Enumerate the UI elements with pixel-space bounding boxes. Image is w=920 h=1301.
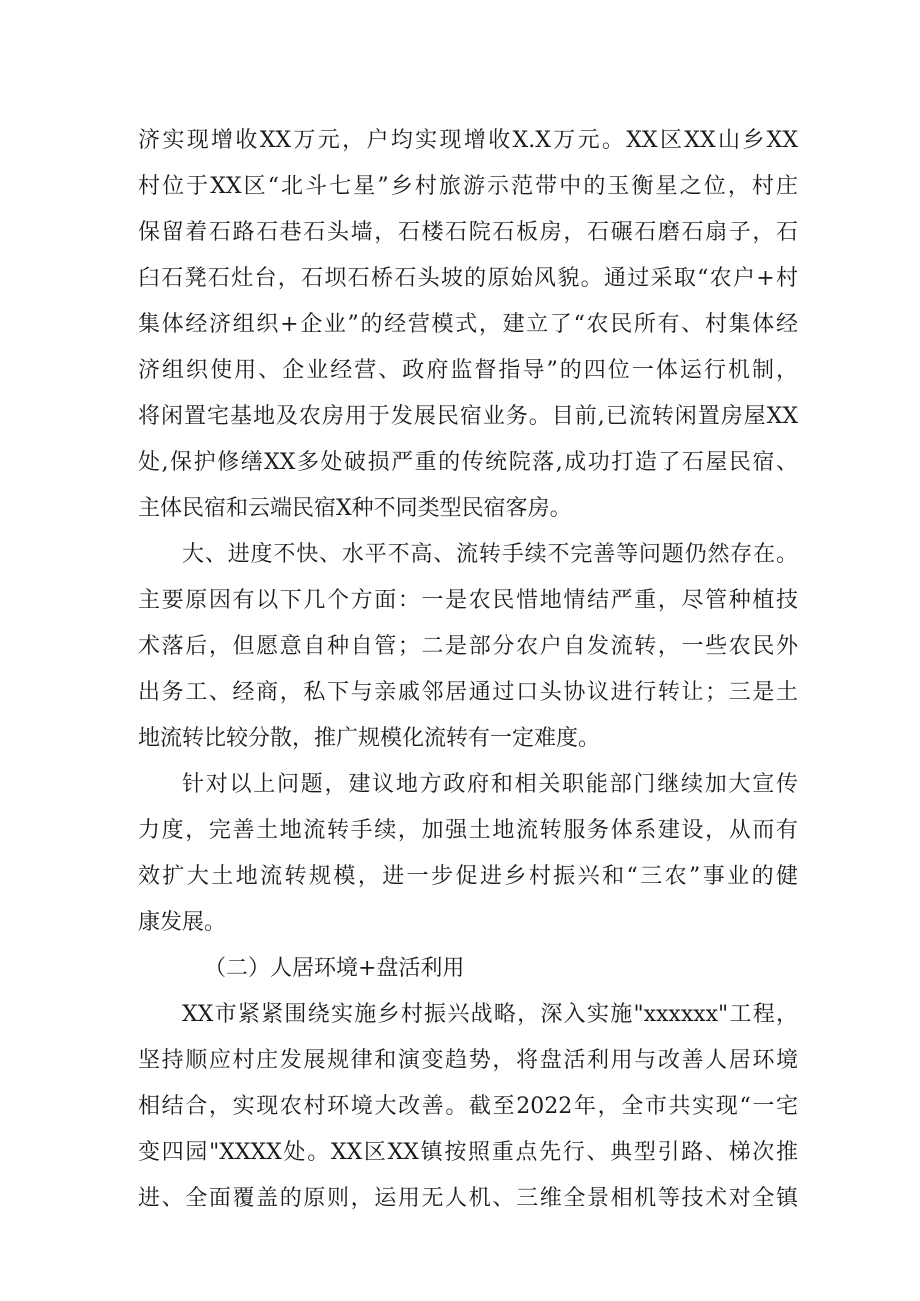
text-line: 变四园"XXXX处。XX区XX镇按照重点先行、典型引路、梯次推 (138, 1140, 798, 1165)
text-line: 进、全面覆盖的原则，运用无人机、三维全景相机等技术对全镇 (138, 1186, 798, 1211)
text-line: 村位于XX区“北斗七星”乡村旅游示范带中的玉衡星之位，村庄 (138, 174, 798, 199)
text-line: 处,保护修缮XX多处破损严重的传统院落,成功打造了石屋民宿、 (138, 450, 798, 475)
paragraph-recommendations (138, 762, 798, 946)
text-line: 臼石凳石灶台，石坝石桥石头坡的原始风貌。通过采取“农户+村 (138, 266, 798, 291)
text-line: 济组织使用、企业经营、政府监督指导”的四位一体运行机制， (138, 358, 798, 383)
document-body (138, 118, 798, 1222)
text-line: 保留着石路石巷石头墙，石楼石院石板房，石碾石磨石扇子，石 (138, 220, 798, 245)
text-line: 济实现增收XX万元，户均实现增收X.X万元。XX区XX山乡XX (138, 128, 798, 153)
text-line: 主体民宿和云端民宿X种不同类型民宿客房。 (138, 496, 572, 521)
text-line: 效扩大土地流转规模，进一步促进乡村振兴和“三农”事业的健 (138, 864, 798, 889)
text-line: 术落后，但愿意自种自管；二是部分农户自发流转，一些农民外 (138, 634, 798, 659)
text-line: 坚持顺应村庄发展规律和演变趋势，将盘活利用与改善人居环境 (138, 1048, 798, 1073)
text-line: XX市紧紧围绕实施乡村振兴战略，深入实施"xxxxxx"工程， (182, 1002, 798, 1027)
text-line: 将闲置宅基地及农房用于发展民宿业务。目前,已流转闲置房屋XX (138, 404, 798, 429)
text-line: 主要原因有以下几个方面：一是农民惜地情结严重，尽管种植技 (138, 588, 798, 613)
text-line: 大、进度不快、水平不高、流转手续不完善等问题仍然存在。 (182, 542, 798, 567)
text-line: 出务工、经商，私下与亲戚邻居通过口头协议进行转让；三是土 (138, 680, 798, 705)
section-heading (138, 946, 798, 992)
text-line: 康发展。 (138, 910, 227, 935)
text-line: 相结合，实现农村环境大改善。截至2022年，全市共实现“一宅 (138, 1094, 798, 1119)
paragraph-problems (138, 532, 798, 762)
text-line: 力度，完善土地流转手续，加强土地流转服务体系建设，从而有 (138, 818, 798, 843)
text-line: 针对以上问题，建议地方政府和相关职能部门继续加大宣传 (182, 772, 798, 797)
paragraph-homestay (138, 118, 798, 532)
paragraph-living-environment (138, 992, 798, 1222)
section-heading-text: （二）人居环境+盘活利用 (204, 956, 465, 981)
text-line: 集体经济组织+企业”的经营模式，建立了“农民所有、村集体经 (138, 312, 798, 337)
text-line: 地流转比较分散，推广规模化流转有一定难度。 (138, 726, 601, 751)
